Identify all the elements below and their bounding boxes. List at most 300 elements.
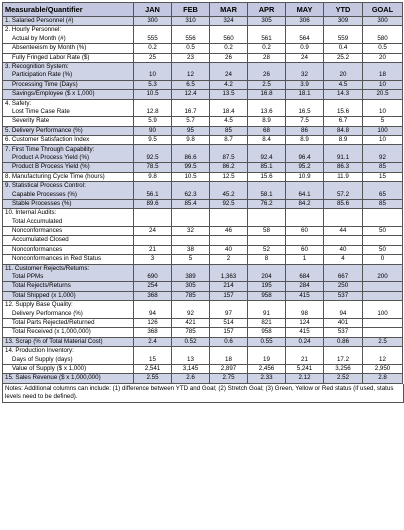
value-cell: 0.24 bbox=[286, 337, 324, 346]
table-row bbox=[3, 245, 403, 254]
value-cell bbox=[248, 301, 286, 310]
row-label: 15. Sales Revenue ($ x 1,000,000) bbox=[3, 374, 134, 383]
value-cell: 76.2 bbox=[248, 199, 286, 208]
value-cell: 19 bbox=[248, 355, 286, 364]
value-cell: 84.2 bbox=[286, 199, 324, 208]
value-cell bbox=[172, 218, 210, 227]
value-cell bbox=[248, 236, 286, 245]
value-cell: 310 bbox=[172, 17, 210, 26]
value-cell bbox=[286, 218, 324, 227]
value-cell: 14.3 bbox=[324, 90, 363, 99]
value-cell: 62.3 bbox=[172, 190, 210, 199]
value-cell: 32 bbox=[172, 226, 210, 235]
value-cell: 324 bbox=[210, 17, 248, 26]
value-cell: 21 bbox=[286, 355, 324, 364]
value-cell: 785 bbox=[172, 328, 210, 337]
row-label: Total PPMs bbox=[3, 273, 134, 282]
value-cell bbox=[324, 26, 363, 35]
value-cell: 2.75 bbox=[210, 374, 248, 383]
value-cell: 157 bbox=[210, 291, 248, 300]
value-cell bbox=[210, 209, 248, 218]
table-row bbox=[3, 347, 403, 356]
value-cell bbox=[172, 182, 210, 191]
value-cell bbox=[248, 145, 286, 154]
table-row bbox=[3, 301, 403, 310]
value-cell: 415 bbox=[286, 328, 324, 337]
row-label: Product B Process Yield (%) bbox=[3, 163, 134, 172]
value-cell: 309 bbox=[324, 17, 363, 26]
row-label: Total Shipped (x 1,000) bbox=[3, 291, 134, 300]
value-cell: 97 bbox=[210, 310, 248, 319]
value-cell: 24 bbox=[134, 226, 172, 235]
value-cell bbox=[324, 301, 363, 310]
value-cell: 21 bbox=[134, 245, 172, 254]
row-label: Actual by Month (#) bbox=[3, 35, 134, 44]
value-cell: 3 bbox=[134, 255, 172, 264]
value-cell: 92.5 bbox=[134, 154, 172, 163]
value-cell: 78.5 bbox=[134, 163, 172, 172]
value-cell: 0.86 bbox=[324, 337, 363, 346]
value-cell: 6.7 bbox=[324, 117, 363, 126]
value-cell: 2,541 bbox=[134, 364, 172, 373]
value-cell: 300 bbox=[363, 17, 403, 26]
value-cell: 8.4 bbox=[248, 136, 286, 145]
value-cell: 2.55 bbox=[134, 374, 172, 383]
value-cell: 4.5 bbox=[324, 80, 363, 89]
table-row bbox=[3, 136, 403, 145]
value-cell: 5,241 bbox=[286, 364, 324, 373]
value-cell: 91 bbox=[248, 310, 286, 319]
table-row bbox=[3, 236, 403, 245]
value-cell: 28 bbox=[248, 53, 286, 62]
value-cell: 0.2 bbox=[248, 44, 286, 53]
value-cell: 99.5 bbox=[172, 163, 210, 172]
table-row bbox=[3, 62, 403, 71]
value-cell bbox=[210, 182, 248, 191]
value-cell: 157 bbox=[210, 328, 248, 337]
value-cell bbox=[172, 145, 210, 154]
value-cell bbox=[286, 209, 324, 218]
value-cell: 306 bbox=[286, 17, 324, 26]
value-cell: 92.4 bbox=[248, 154, 286, 163]
value-cell bbox=[248, 99, 286, 108]
value-cell bbox=[134, 99, 172, 108]
table-row bbox=[3, 154, 403, 163]
header-feb: FEB bbox=[172, 3, 210, 17]
value-cell: 15 bbox=[363, 172, 403, 181]
row-label: Capable Processes (%) bbox=[3, 190, 134, 199]
value-cell bbox=[363, 282, 403, 291]
row-label: 9. Statistical Process Control: bbox=[3, 182, 134, 191]
table-row bbox=[3, 328, 403, 337]
value-cell: 91.1 bbox=[324, 154, 363, 163]
value-cell bbox=[324, 264, 363, 273]
value-cell: 68 bbox=[248, 126, 286, 135]
value-cell: 11.9 bbox=[324, 172, 363, 181]
value-cell: 8 bbox=[248, 255, 286, 264]
header-ytd: YTD bbox=[324, 3, 363, 17]
value-cell: 300 bbox=[134, 17, 172, 26]
value-cell: 32 bbox=[286, 71, 324, 80]
table-row bbox=[3, 35, 403, 44]
value-cell: 8.9 bbox=[248, 117, 286, 126]
value-cell: 559 bbox=[324, 35, 363, 44]
value-cell: 16.7 bbox=[172, 108, 210, 117]
value-cell bbox=[363, 264, 403, 273]
value-cell: 24 bbox=[210, 71, 248, 80]
row-label: Processing Time (Days) bbox=[3, 80, 134, 89]
value-cell bbox=[210, 347, 248, 356]
value-cell bbox=[210, 26, 248, 35]
value-cell: 2.52 bbox=[324, 374, 363, 383]
table-row bbox=[3, 26, 403, 35]
value-cell bbox=[134, 26, 172, 35]
row-label: Accumulated Closed bbox=[3, 236, 134, 245]
value-cell: 17.2 bbox=[324, 355, 363, 364]
header-may: MAY bbox=[286, 3, 324, 17]
value-cell: 514 bbox=[210, 318, 248, 327]
value-cell: 10 bbox=[134, 71, 172, 80]
value-cell: 4 bbox=[324, 255, 363, 264]
row-label: 13. Scrap (% of Total Material Cost) bbox=[3, 337, 134, 346]
row-label: Participation Rate (%) bbox=[3, 71, 134, 80]
value-cell bbox=[210, 301, 248, 310]
row-label: 10. Internal Audits: bbox=[3, 209, 134, 218]
row-label: Severity Rate bbox=[3, 117, 134, 126]
value-cell bbox=[324, 99, 363, 108]
value-cell: 0.9 bbox=[286, 44, 324, 53]
table-row bbox=[3, 126, 403, 135]
value-cell bbox=[324, 145, 363, 154]
value-cell: 690 bbox=[134, 273, 172, 282]
table-row bbox=[3, 226, 403, 235]
row-label: Savings/Employee ($ x 1,000) bbox=[3, 90, 134, 99]
table-row bbox=[3, 99, 403, 108]
value-cell bbox=[248, 62, 286, 71]
value-cell: 0.4 bbox=[324, 44, 363, 53]
value-cell bbox=[172, 301, 210, 310]
row-label: Nonconformances bbox=[3, 226, 134, 235]
row-label: Product A Process Yield (%) bbox=[3, 154, 134, 163]
value-cell: 821 bbox=[248, 318, 286, 327]
value-cell: 368 bbox=[134, 328, 172, 337]
value-cell: 15 bbox=[134, 355, 172, 364]
table-row bbox=[3, 145, 403, 154]
table-row bbox=[3, 44, 403, 53]
value-cell: 3,145 bbox=[172, 364, 210, 373]
value-cell bbox=[363, 26, 403, 35]
row-label: Total Parts Rejected/Returned bbox=[3, 318, 134, 327]
row-label: Total Accumulated bbox=[3, 218, 134, 227]
value-cell: 2,950 bbox=[363, 364, 403, 373]
value-cell: 560 bbox=[210, 35, 248, 44]
value-cell: 13.6 bbox=[248, 108, 286, 117]
value-cell bbox=[363, 62, 403, 71]
value-cell: 8.9 bbox=[286, 136, 324, 145]
value-cell: 85.1 bbox=[248, 163, 286, 172]
value-cell: 13 bbox=[172, 355, 210, 364]
row-label: 2. Hourly Personnel: bbox=[3, 26, 134, 35]
row-label: Total Rejects/Returns bbox=[3, 282, 134, 291]
value-cell: 10 bbox=[363, 136, 403, 145]
value-cell: 421 bbox=[172, 318, 210, 327]
value-cell: 85.4 bbox=[172, 199, 210, 208]
value-cell: 415 bbox=[286, 291, 324, 300]
value-cell: 368 bbox=[134, 291, 172, 300]
value-cell: 45.2 bbox=[210, 190, 248, 199]
value-cell bbox=[134, 209, 172, 218]
value-cell bbox=[324, 236, 363, 245]
value-cell bbox=[134, 62, 172, 71]
value-cell bbox=[248, 182, 286, 191]
value-cell: 86 bbox=[286, 126, 324, 135]
value-cell: 3,256 bbox=[324, 364, 363, 373]
row-label: Absenteeism by Month (%) bbox=[3, 44, 134, 53]
table-row bbox=[3, 264, 403, 273]
value-cell bbox=[210, 99, 248, 108]
value-cell: 86.2 bbox=[210, 163, 248, 172]
row-label: Lost Time Case Rate bbox=[3, 108, 134, 117]
value-cell: 60 bbox=[286, 226, 324, 235]
value-cell bbox=[172, 209, 210, 218]
value-cell: 401 bbox=[324, 318, 363, 327]
value-cell: 96.4 bbox=[286, 154, 324, 163]
value-cell: 9.8 bbox=[134, 172, 172, 181]
row-label: Nonconformances in Red Status bbox=[3, 255, 134, 264]
value-cell: 95 bbox=[172, 126, 210, 135]
table-row bbox=[3, 291, 403, 300]
header-mar: MAR bbox=[210, 3, 248, 17]
row-label: 12. Supply Base Quality: bbox=[3, 301, 134, 310]
value-cell: 57.2 bbox=[324, 190, 363, 199]
value-cell bbox=[248, 264, 286, 273]
value-cell bbox=[286, 264, 324, 273]
row-label: Delivery Performance (%) bbox=[3, 310, 134, 319]
value-cell: 5.3 bbox=[134, 80, 172, 89]
value-cell: 18 bbox=[210, 355, 248, 364]
value-cell: 84.8 bbox=[324, 126, 363, 135]
value-cell bbox=[286, 182, 324, 191]
row-label: 11. Customer Rejects/Returns: bbox=[3, 264, 134, 273]
table-row bbox=[3, 172, 403, 181]
value-cell: 94 bbox=[324, 310, 363, 319]
table-row bbox=[3, 108, 403, 117]
value-cell bbox=[324, 347, 363, 356]
value-cell: 305 bbox=[248, 17, 286, 26]
value-cell: 89.6 bbox=[134, 199, 172, 208]
table-row bbox=[3, 17, 403, 26]
table-row bbox=[3, 337, 403, 346]
value-cell: 580 bbox=[363, 35, 403, 44]
value-cell bbox=[363, 99, 403, 108]
value-cell: 85 bbox=[210, 126, 248, 135]
value-cell: 389 bbox=[172, 273, 210, 282]
value-cell: 2.4 bbox=[134, 337, 172, 346]
value-cell: 44 bbox=[324, 226, 363, 235]
metrics-table bbox=[2, 2, 403, 384]
value-cell bbox=[210, 236, 248, 245]
value-cell bbox=[134, 182, 172, 191]
value-cell: 124 bbox=[286, 318, 324, 327]
value-cell: 0.2 bbox=[134, 44, 172, 53]
header-measurable: Measurable/Quantifier bbox=[3, 3, 134, 17]
value-cell: 12.8 bbox=[134, 108, 172, 117]
value-cell: 2.5 bbox=[363, 337, 403, 346]
table-row bbox=[3, 90, 403, 99]
value-cell: 12 bbox=[172, 71, 210, 80]
table-row bbox=[3, 163, 403, 172]
value-cell bbox=[286, 347, 324, 356]
value-cell: 40 bbox=[210, 245, 248, 254]
value-cell: 10.9 bbox=[286, 172, 324, 181]
value-cell: 40 bbox=[324, 245, 363, 254]
value-cell bbox=[363, 209, 403, 218]
value-cell: 18.4 bbox=[210, 108, 248, 117]
table-row bbox=[3, 310, 403, 319]
value-cell bbox=[324, 62, 363, 71]
value-cell: 60 bbox=[286, 245, 324, 254]
row-label: 3. Recognition System: bbox=[3, 62, 134, 71]
value-cell: 0.2 bbox=[210, 44, 248, 53]
value-cell: 85.6 bbox=[324, 199, 363, 208]
value-cell: 0 bbox=[363, 255, 403, 264]
value-cell: 8.9 bbox=[324, 136, 363, 145]
value-cell bbox=[286, 301, 324, 310]
table-row bbox=[3, 364, 403, 373]
value-cell: 284 bbox=[286, 282, 324, 291]
value-cell: 2 bbox=[210, 255, 248, 264]
value-cell bbox=[363, 301, 403, 310]
value-cell bbox=[324, 209, 363, 218]
value-cell: 214 bbox=[210, 282, 248, 291]
value-cell bbox=[210, 62, 248, 71]
value-cell: 564 bbox=[286, 35, 324, 44]
value-cell: 15.6 bbox=[248, 172, 286, 181]
value-cell: 2,897 bbox=[210, 364, 248, 373]
value-cell: 26 bbox=[210, 53, 248, 62]
value-cell bbox=[363, 291, 403, 300]
table-row bbox=[3, 182, 403, 191]
value-cell: 38 bbox=[172, 245, 210, 254]
value-cell: 50 bbox=[363, 245, 403, 254]
value-cell: 555 bbox=[134, 35, 172, 44]
value-cell: 2.33 bbox=[248, 374, 286, 383]
value-cell bbox=[363, 328, 403, 337]
value-cell: 56.1 bbox=[134, 190, 172, 199]
value-cell: 667 bbox=[324, 273, 363, 282]
value-cell: 16.8 bbox=[248, 90, 286, 99]
value-cell: 2.6 bbox=[172, 374, 210, 383]
value-cell: 195 bbox=[248, 282, 286, 291]
value-cell bbox=[248, 209, 286, 218]
value-cell: 0.55 bbox=[248, 337, 286, 346]
value-cell: 52 bbox=[248, 245, 286, 254]
value-cell bbox=[324, 218, 363, 227]
table-row bbox=[3, 190, 403, 199]
row-label: Fully Fringed Labor Rate ($) bbox=[3, 53, 134, 62]
value-cell: 50 bbox=[363, 226, 403, 235]
value-cell: 58.1 bbox=[248, 190, 286, 199]
value-cell: 46 bbox=[210, 226, 248, 235]
value-cell: 5.7 bbox=[172, 117, 210, 126]
value-cell: 10 bbox=[363, 80, 403, 89]
value-cell bbox=[172, 99, 210, 108]
value-cell: 5 bbox=[172, 255, 210, 264]
value-cell bbox=[210, 264, 248, 273]
value-cell: 85 bbox=[363, 163, 403, 172]
value-cell: 25 bbox=[134, 53, 172, 62]
row-label: Total Received (x 1,000,000) bbox=[3, 328, 134, 337]
value-cell bbox=[363, 236, 403, 245]
notes-text: Notes: Additional columns can include: (1) difference between YTD and Goal; (2) Stretch Goal; (3) Green, Yellow or Red status (if used, status levels need to be defined). bbox=[2, 384, 404, 403]
table-row bbox=[3, 117, 403, 126]
value-cell: 0.5 bbox=[363, 44, 403, 53]
value-cell bbox=[363, 318, 403, 327]
row-label: 6. Customer Satisfaction Index bbox=[3, 136, 134, 145]
row-label: 4. Safety: bbox=[3, 99, 134, 108]
value-cell: 4.5 bbox=[210, 117, 248, 126]
header-jan: JAN bbox=[134, 3, 172, 17]
value-cell bbox=[210, 145, 248, 154]
scorecard bbox=[2, 2, 402, 403]
value-cell bbox=[286, 99, 324, 108]
table-row bbox=[3, 218, 403, 227]
value-cell: 26 bbox=[248, 71, 286, 80]
value-cell bbox=[172, 62, 210, 71]
value-cell: 684 bbox=[286, 273, 324, 282]
row-label: Nonconformances bbox=[3, 245, 134, 254]
value-cell: 254 bbox=[134, 282, 172, 291]
table-row bbox=[3, 255, 403, 264]
header-apr: APR bbox=[248, 3, 286, 17]
value-cell bbox=[134, 264, 172, 273]
value-cell: 13.5 bbox=[210, 90, 248, 99]
value-cell: 5.9 bbox=[134, 117, 172, 126]
table-row bbox=[3, 80, 403, 89]
value-cell: 86.3 bbox=[324, 163, 363, 172]
table-row bbox=[3, 53, 403, 62]
row-label: 7. First Time Through Capability: bbox=[3, 145, 134, 154]
value-cell: 561 bbox=[248, 35, 286, 44]
value-cell bbox=[172, 236, 210, 245]
value-cell: 10 bbox=[363, 108, 403, 117]
row-label: 8. Manufacturing Cycle Time (hours) bbox=[3, 172, 134, 181]
value-cell: 6.5 bbox=[172, 80, 210, 89]
value-cell: 2.8 bbox=[363, 374, 403, 383]
value-cell bbox=[286, 26, 324, 35]
value-cell: 100 bbox=[363, 310, 403, 319]
table-row bbox=[3, 374, 403, 383]
value-cell: 0.5 bbox=[172, 44, 210, 53]
value-cell bbox=[248, 26, 286, 35]
value-cell: 87.5 bbox=[210, 154, 248, 163]
value-cell: 204 bbox=[248, 273, 286, 282]
value-cell: 785 bbox=[172, 291, 210, 300]
value-cell: 958 bbox=[248, 291, 286, 300]
value-cell: 1 bbox=[286, 255, 324, 264]
value-cell: 94 bbox=[134, 310, 172, 319]
value-cell bbox=[134, 218, 172, 227]
value-cell: 2.5 bbox=[248, 80, 286, 89]
value-cell: 16.5 bbox=[286, 108, 324, 117]
value-cell: 2.12 bbox=[286, 374, 324, 383]
value-cell bbox=[363, 182, 403, 191]
value-cell: 20.5 bbox=[363, 90, 403, 99]
value-cell bbox=[210, 218, 248, 227]
table-row bbox=[3, 318, 403, 327]
value-cell bbox=[172, 264, 210, 273]
value-cell: 92.5 bbox=[210, 199, 248, 208]
